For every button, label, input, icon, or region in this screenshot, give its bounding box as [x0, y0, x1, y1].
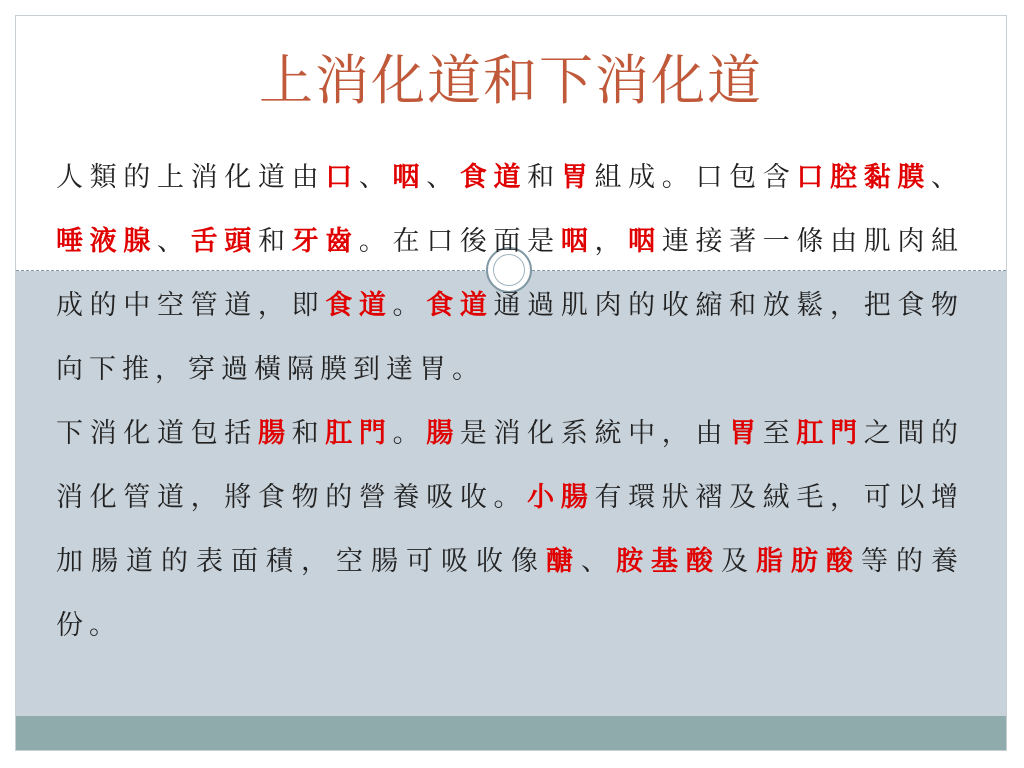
text-run: ， — [594, 226, 629, 257]
text-run: 、 — [358, 162, 393, 193]
paragraph-lower-gi — [56, 402, 964, 658]
text-run: 是消化系統中，由 — [459, 418, 730, 449]
highlighted-term: 唾液腺 — [56, 226, 157, 257]
highlighted-term: 咽 — [392, 162, 427, 193]
highlighted-term: 胃 — [729, 418, 763, 449]
paragraph-upper-gi — [56, 146, 964, 402]
text-run: 人類的上消化道由 — [56, 162, 326, 193]
highlighted-term: 食道 — [459, 162, 528, 193]
text-run: 至 — [762, 418, 797, 449]
text-run: 及 — [721, 546, 756, 577]
highlighted-term: 食道 — [325, 290, 393, 321]
text-run: 組成。口包含 — [594, 162, 797, 193]
highlighted-term: 脂肪酸 — [756, 546, 861, 577]
text-run: 。 — [392, 418, 427, 449]
slide — [15, 15, 1007, 751]
text-run: 等的養份。 — [56, 546, 964, 641]
highlighted-term: 腸 — [257, 418, 292, 449]
highlighted-term: 胺基酸 — [616, 546, 721, 577]
text-run: 、 — [426, 162, 460, 193]
text-run: 和 — [527, 162, 561, 193]
text-run: 、 — [581, 546, 616, 577]
slide-footer-band — [16, 716, 1006, 751]
text-run: 、 — [931, 162, 965, 193]
highlighted-term: 胃 — [560, 162, 595, 193]
highlighted-term: 腸 — [426, 418, 460, 449]
text-run: 。 — [392, 290, 427, 321]
highlighted-term: 咽 — [628, 226, 662, 257]
highlighted-term: 醣 — [546, 546, 581, 577]
text-run: 、 — [156, 226, 191, 257]
slide-title: 上消化道和下消化道 — [259, 49, 763, 112]
highlighted-term: 咽 — [560, 226, 595, 257]
slide-body — [56, 146, 964, 658]
highlighted-term: 舌頭 — [190, 226, 258, 257]
text-run: 連接著一條由肌肉組成的中空管道，即 — [56, 226, 965, 321]
text-run: 。在口後面是 — [358, 226, 561, 257]
highlighted-term: 口 — [325, 162, 359, 193]
highlighted-term: 牙齒 — [291, 226, 359, 257]
text-run: 有環狀褶及絨毛，可以增加腸道的表面積，空腸可吸收像 — [56, 482, 965, 577]
text-run: 通過肌肉的收縮和放鬆，把食物向下推，穿過橫隔膜到達胃。 — [56, 290, 965, 385]
highlighted-term: 肛門 — [796, 418, 864, 449]
highlighted-term: 食道 — [426, 290, 494, 321]
text-run: 之間的消化管道，將食物的營養吸收。 — [56, 418, 965, 513]
highlighted-term: 口腔黏膜 — [796, 162, 932, 193]
text-run: 下消化道包括 — [56, 418, 258, 449]
highlighted-term: 小腸 — [527, 482, 595, 513]
text-run: 和 — [257, 226, 292, 257]
text-run: 和 — [291, 418, 326, 449]
highlighted-term: 肛門 — [325, 418, 393, 449]
